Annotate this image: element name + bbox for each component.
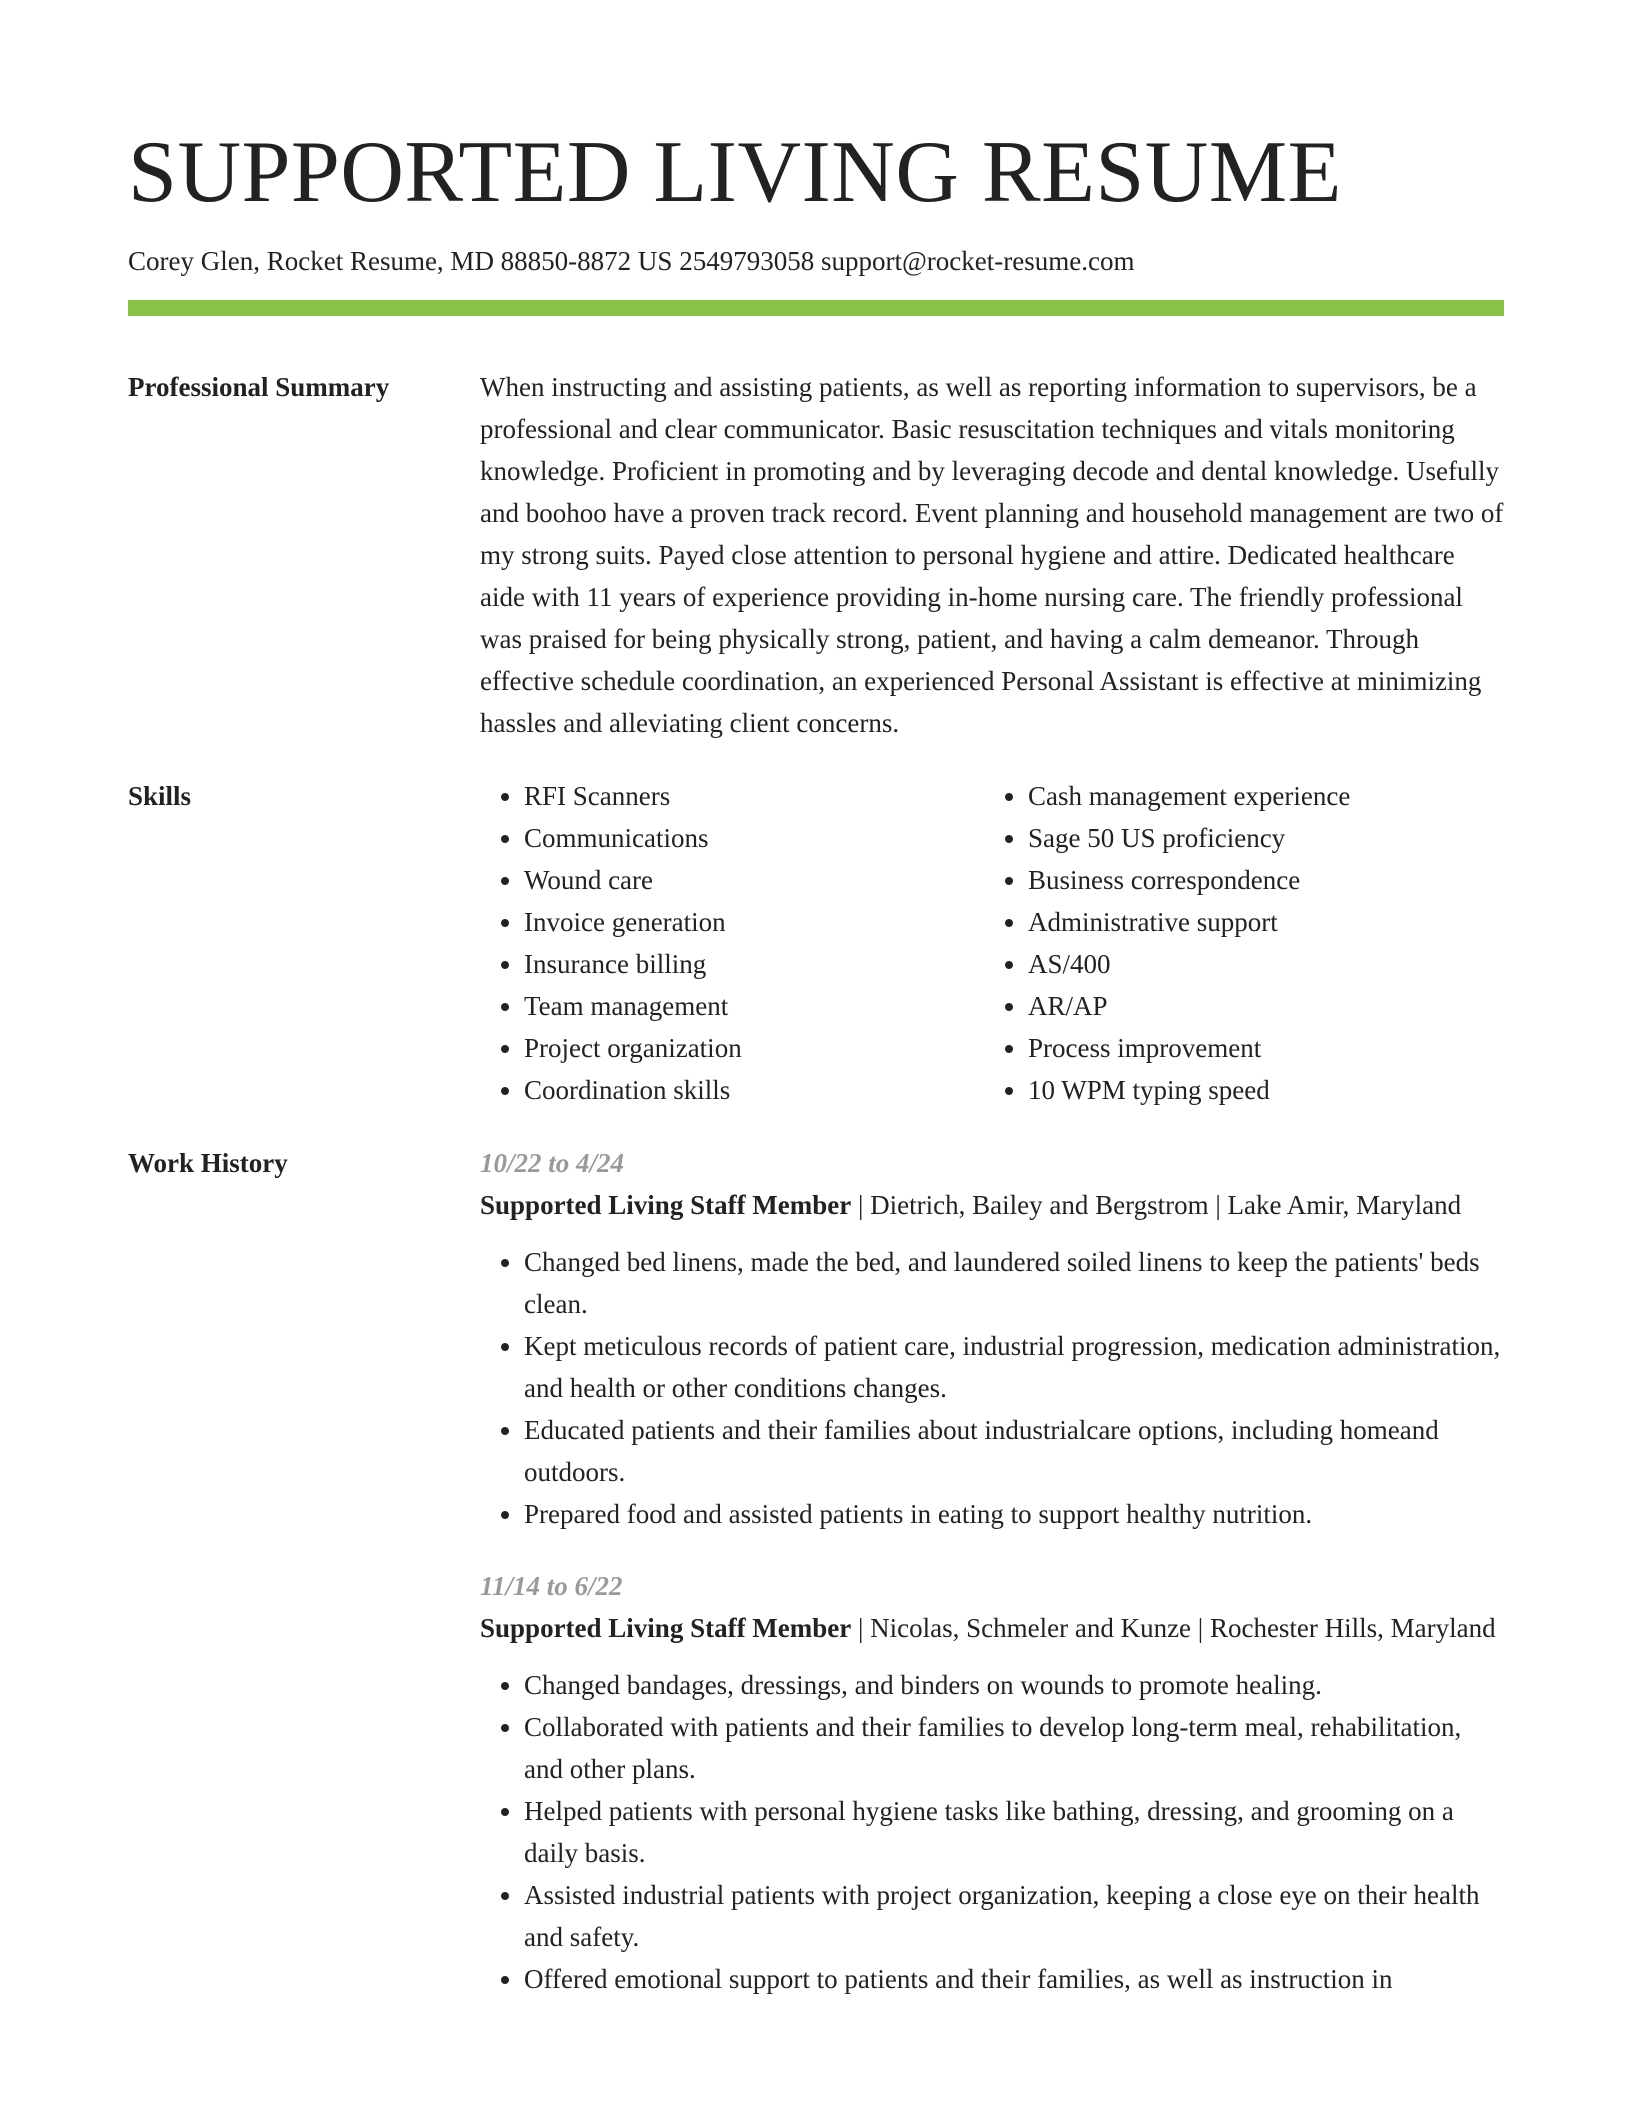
section-label-work-history: Work History bbox=[128, 1148, 288, 1178]
skill-item: • 10 WPM typing speed bbox=[1028, 1069, 1488, 1111]
skill-item: • RFI Scanners bbox=[524, 775, 984, 817]
job-duty: • Helped patients with personal hygiene tasks like bathing, dressing, and grooming on a daily basis. bbox=[524, 1790, 1504, 1874]
job-heading bbox=[480, 1607, 1504, 1649]
job-duty: • Offered emotional support to patients and their families, as well as instruction in bbox=[524, 1958, 1504, 2000]
accent-divider bbox=[128, 300, 1504, 316]
skill-item: • Sage 50 US proficiency bbox=[1028, 817, 1488, 859]
skill-item: • Administrative support bbox=[1028, 901, 1488, 943]
job-entry bbox=[480, 1565, 1504, 2000]
job-entry bbox=[480, 1142, 1504, 1535]
section-label-summary: Professional Summary bbox=[128, 372, 390, 402]
job-duty: • Changed bandages, dressings, and binders on wounds to promote healing. bbox=[524, 1664, 1504, 1706]
job-duty: • Assisted industrial patients with project organization, keeping a close eye on their health and safety. bbox=[524, 1874, 1504, 1958]
contact-line: Corey Glen, Rocket Resume, MD 88850-8872 US 2549793058 support@rocket-resume.com bbox=[128, 246, 1135, 276]
job-duty: • Collaborated with patients and their families to develop long-term meal, rehabilitation, and other plans. bbox=[524, 1706, 1504, 1790]
summary-section bbox=[128, 366, 1504, 744]
skills-section bbox=[128, 775, 1504, 1111]
skill-item: • Communications bbox=[524, 817, 984, 859]
job-employer-location: | Dietrich, Bailey and Bergstrom | Lake Amir, Maryland bbox=[851, 1190, 1462, 1220]
section-label-skills: Skills bbox=[128, 781, 192, 811]
job-title: Supported Living Staff Member bbox=[480, 1613, 852, 1643]
skill-item: • AR/AP bbox=[1028, 985, 1488, 1027]
job-heading bbox=[480, 1184, 1504, 1226]
job-duty: • Prepared food and assisted patients in eating to support healthy nutrition. bbox=[524, 1493, 1504, 1535]
skill-item: • Coordination skills bbox=[524, 1069, 984, 1111]
skill-item: • Team management bbox=[524, 985, 984, 1027]
summary-text: When instructing and assisting patients, as well as reporting information to supervisors, be a professional and clear communicator. Basic resuscitation techniques and vitals monitoring knowledge. Proficient in promoting and by leveraging decode and dental knowledge. Usefully and boohoo have a proven track record. Event planning and household management are two of my strong suits. Payed close attention to personal hygiene and attire. Dedicated healthcare aide with 11 years of experience providing in-home nursing care. The friendly professional was praised for being physically strong, patient, and having a calm demeanor. Through effective schedule coordination, an experienced Personal Assistant is effective at minimizing hassles and alleviating client concerns. bbox=[480, 372, 1504, 738]
skill-item: • Process improvement bbox=[1028, 1027, 1488, 1069]
job-duties-list bbox=[480, 1241, 1504, 1535]
resume-title: SUPPORTED LIVING RESUME bbox=[128, 124, 1342, 221]
skills-list-left bbox=[480, 775, 984, 1111]
job-dates: 10/22 to 4/24 bbox=[480, 1148, 625, 1178]
skills-list-right bbox=[984, 775, 1488, 1111]
skill-item: • Cash management experience bbox=[1028, 775, 1488, 817]
job-employer-location: | Nicolas, Schmeler and Kunze | Rochester Hills, Maryland bbox=[851, 1613, 1496, 1643]
job-title: Supported Living Staff Member bbox=[480, 1190, 852, 1220]
skill-item: • Insurance billing bbox=[524, 943, 984, 985]
skill-item: • Invoice generation bbox=[524, 901, 984, 943]
job-duty: • Changed bed linens, made the bed, and laundered soiled linens to keep the patients' beds clean. bbox=[524, 1241, 1504, 1325]
work-history-section bbox=[128, 1142, 1504, 2030]
skill-item: • Business correspondence bbox=[1028, 859, 1488, 901]
job-duty: • Educated patients and their families about industrialcare options, including homeand outdoors. bbox=[524, 1409, 1504, 1493]
skill-item: • Wound care bbox=[524, 859, 984, 901]
job-duty: • Kept meticulous records of patient care, industrial progression, medication administration, and health or other conditions changes. bbox=[524, 1325, 1504, 1409]
job-duties-list bbox=[480, 1664, 1504, 2000]
skill-item: • Project organization bbox=[524, 1027, 984, 1069]
job-dates: 11/14 to 6/22 bbox=[480, 1571, 623, 1601]
resume-page bbox=[128, 0, 1504, 2030]
skill-item: • AS/400 bbox=[1028, 943, 1488, 985]
